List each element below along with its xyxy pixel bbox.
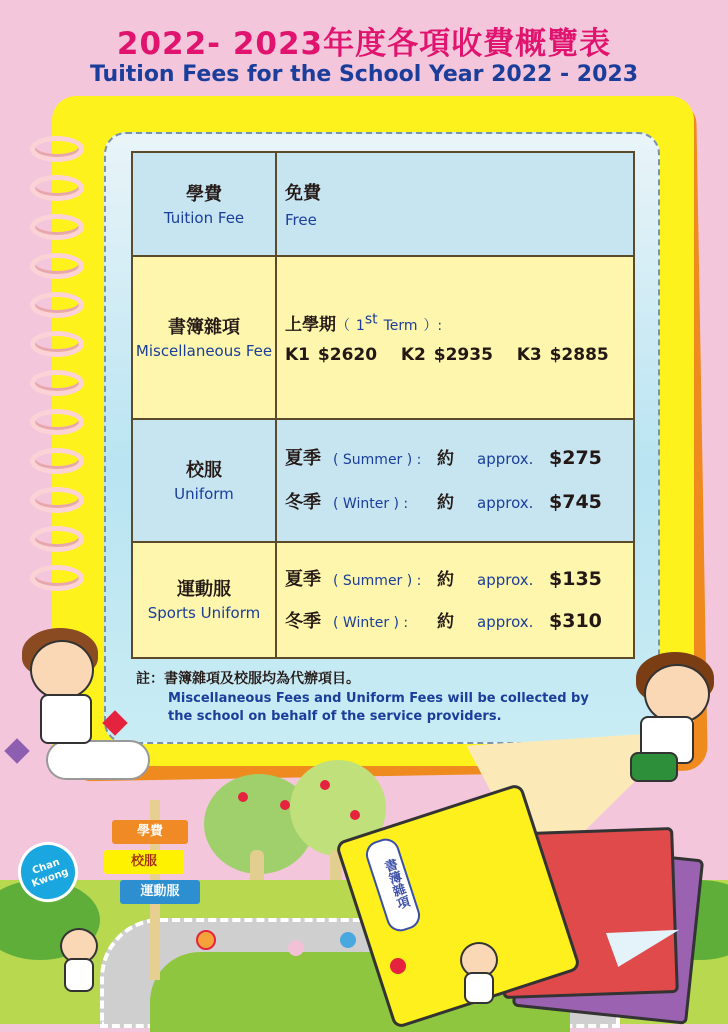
heart-icon xyxy=(4,738,29,763)
chan-kwong-badge: Chan Kwong xyxy=(10,834,87,911)
notebook-spiral xyxy=(30,136,90,604)
spiral-ring xyxy=(30,136,84,162)
flower-icon xyxy=(340,932,356,948)
spiral-ring xyxy=(30,253,84,279)
table-row-sports xyxy=(132,542,634,658)
spiral-ring xyxy=(30,331,84,357)
sports-winter-yue: 約 xyxy=(437,611,454,632)
signpost-sign-sports: 運動服 xyxy=(120,880,200,904)
folder-label: 書簿雜項 xyxy=(362,835,423,935)
sports-winter-en: ( Winter ) : xyxy=(333,614,409,631)
uniform-winter-yue: 約 xyxy=(437,493,454,514)
term-open: （ xyxy=(336,318,350,335)
sports-summer-line xyxy=(285,562,633,596)
tuition-value-en: Free xyxy=(285,211,317,230)
page-title: 2022- 2023年度各項收費概覽表 xyxy=(116,26,612,62)
misc-value-cell xyxy=(276,256,634,419)
uniform-summer-en: ( Summer ) : xyxy=(333,452,422,469)
uniform-summer-yue: 約 xyxy=(437,449,454,470)
sports-label-zh: 運動服 xyxy=(177,579,231,601)
girl-head-illustration xyxy=(30,640,94,700)
spiral-ring xyxy=(30,214,84,240)
spiral-ring xyxy=(30,175,84,201)
small-girl-body-illustration xyxy=(64,958,94,992)
uniform-winter-amount: $745 xyxy=(549,491,602,514)
sports-value-cell xyxy=(276,542,634,658)
uniform-value-cell xyxy=(276,419,634,541)
spiral-ring xyxy=(30,487,84,513)
table-row-uniform xyxy=(132,419,634,541)
tuition-label-cell xyxy=(132,152,276,256)
signpost-sign-uniform: 校服 xyxy=(104,850,184,874)
uniform-label-cell xyxy=(132,419,276,541)
note-zh: 註：書簿雜項及校服均為代辦項目。 xyxy=(136,671,360,687)
fruit-illustration xyxy=(280,800,290,810)
uniform-winter-approx: approx. xyxy=(477,494,534,513)
price-k2: K2 $2935 xyxy=(400,345,493,366)
note-en-line2: the school on behalf of the service providers. xyxy=(168,708,502,724)
sports-summer-yue: 約 xyxy=(437,569,454,590)
spiral-ring xyxy=(30,370,84,396)
sports-winter-amount: $310 xyxy=(549,609,602,632)
term-num: 1 xyxy=(355,318,365,335)
price-k1: K1 $2620 xyxy=(285,345,378,366)
tuition-value-zh: 免費 xyxy=(285,183,321,205)
misc-prices xyxy=(285,345,633,365)
flower-icon xyxy=(196,930,216,950)
table-row-misc xyxy=(132,256,634,419)
signpost-sign-tuition: 學費 xyxy=(112,820,188,844)
table-row-tuition xyxy=(132,152,634,256)
tuition-value-cell xyxy=(276,152,634,256)
sports-winter-zh: 冬季 xyxy=(285,610,321,632)
small-boy-body-illustration xyxy=(464,972,494,1004)
sports-label-cell xyxy=(132,542,276,658)
sports-winter-approx: approx. xyxy=(477,612,534,631)
price-k3: K3 $2885 xyxy=(516,345,609,366)
misc-label-cell xyxy=(132,256,276,419)
misc-term xyxy=(285,310,633,335)
spiral-ring xyxy=(30,526,84,552)
fruit-illustration xyxy=(320,780,330,790)
uniform-winter-line xyxy=(285,485,633,519)
fruit-illustration xyxy=(238,792,248,802)
girl-body-illustration xyxy=(40,694,92,744)
boy-shorts-illustration xyxy=(630,752,678,782)
uniform-label-en: Uniform xyxy=(174,484,234,503)
uniform-summer-amount: $275 xyxy=(549,447,602,470)
spiral-ring xyxy=(30,292,84,318)
term-sup: st xyxy=(364,311,378,328)
sports-winter-line xyxy=(285,604,633,638)
fee-table xyxy=(131,151,635,659)
uniform-summer-zh: 夏季 xyxy=(285,448,321,470)
uniform-winter-en: ( Winter ) : xyxy=(333,496,409,513)
sports-summer-en: ( Summer ) : xyxy=(333,572,422,589)
cloud-illustration xyxy=(46,740,150,780)
uniform-summer-approx: approx. xyxy=(477,450,534,469)
term-en: Term xyxy=(383,318,418,335)
term-zh: 上學期 xyxy=(285,315,336,336)
sports-summer-approx: approx. xyxy=(477,570,534,589)
spiral-ring xyxy=(30,448,84,474)
page-subtitle: Tuition Fees for the School Year 2022 - 2023 xyxy=(89,62,639,87)
flower-icon xyxy=(390,958,406,974)
misc-label-en: Miscellaneous Fee xyxy=(135,342,273,361)
spiral-ring xyxy=(30,409,84,435)
uniform-summer-line xyxy=(285,441,633,475)
uniform-label-zh: 校服 xyxy=(186,459,222,481)
misc-label-zh: 書簿雜項 xyxy=(168,317,240,339)
term-close: ）: xyxy=(423,318,443,335)
sports-label-en: Sports Uniform xyxy=(147,604,261,623)
sports-summer-amount: $135 xyxy=(549,567,602,590)
uniform-winter-zh: 冬季 xyxy=(285,492,321,514)
note-en-line1: Miscellaneous Fees and Uniform Fees will be collected by xyxy=(168,691,589,706)
fruit-illustration xyxy=(350,810,360,820)
flower-icon xyxy=(288,940,304,956)
sports-summer-zh: 夏季 xyxy=(285,568,321,590)
tuition-label-en: Tuition Fee xyxy=(163,208,245,227)
tuition-label-zh: 學費 xyxy=(186,183,222,205)
spiral-ring xyxy=(30,565,84,591)
